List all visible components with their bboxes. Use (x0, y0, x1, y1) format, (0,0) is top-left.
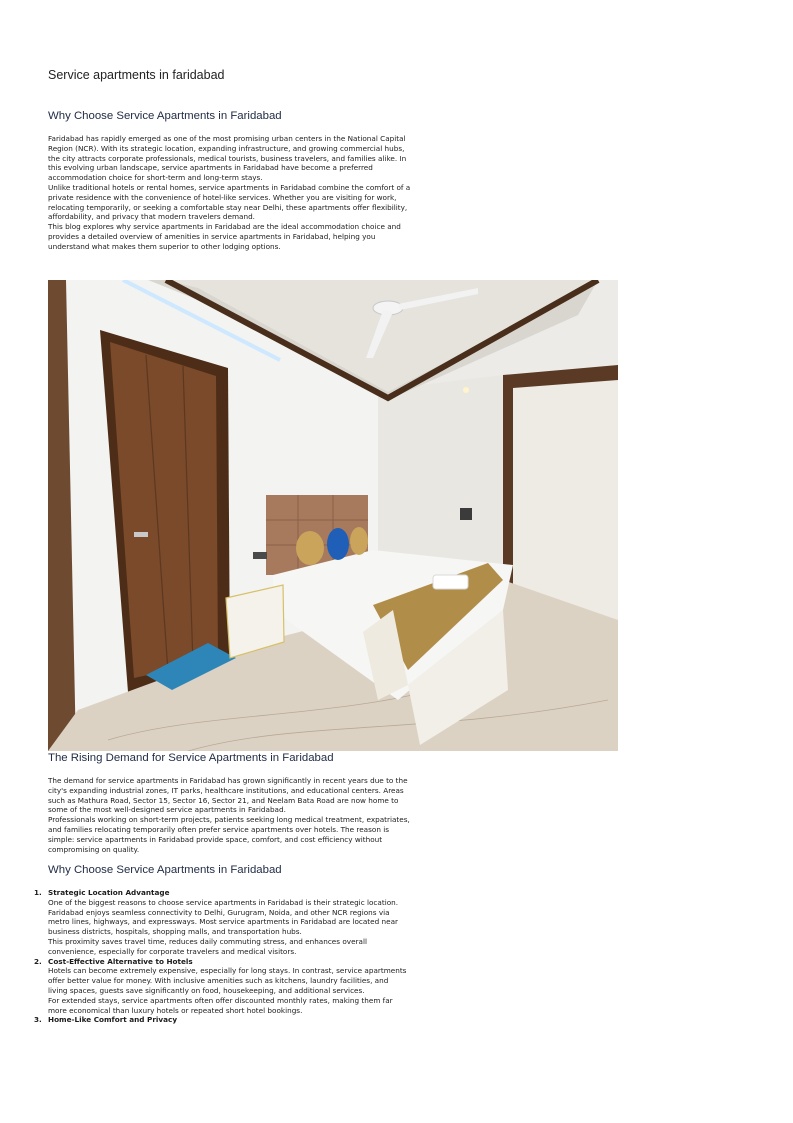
door-handle (134, 532, 148, 537)
intro-text (48, 134, 413, 252)
list-number: 1. (34, 888, 42, 897)
reasons-list (34, 888, 410, 1025)
paragraph: For extended stays, service apartments often offer discounted monthly rates, making them far more economical than luxury hotels or repeated short hotel bookings. (48, 995, 393, 1015)
paragraph: The demand for service apartments in Faridabad has grown significantly in recent years due to the city's expanding industrial zones, IT parks, healthcare institutions, and educational centers. Areas such as Mathura Road, Sector 15, Sector 16, Sector 21, and Neelam Bata Road are now home to some of the most well-designed service apartments in Faridabad. (48, 776, 408, 815)
list-item-title: Cost-Effective Alternative to Hotels (48, 956, 193, 966)
list-item (34, 956, 410, 1016)
list-number: 2. (34, 956, 42, 966)
document-title: Service apartments in faridabad (48, 68, 225, 82)
list-item (34, 1015, 410, 1025)
list-item (34, 888, 410, 957)
section-heading-why-choose-2: Why Choose Service Apartments in Faridabad (48, 864, 282, 876)
section-heading-rising-demand: The Rising Demand for Service Apartments in Faridabad (48, 752, 334, 764)
list-item-title: Home-Like Comfort and Privacy (48, 1015, 178, 1025)
pillow (296, 531, 324, 565)
wall-switch (460, 508, 472, 520)
paragraph: Professionals working on short-term projects, patients seeking long medical treatment, expatriates, and families relocating temporarily often prefer service apartments over hotels. The reason is simple: service apartments in Faridabad provide space, comfort, and cost efficiency without compromising on quality. (48, 815, 410, 854)
pillow (327, 528, 349, 560)
rising-demand-text (48, 776, 413, 854)
list-number: 3. (34, 1015, 42, 1025)
bedroom-photo (48, 280, 618, 751)
paragraph: Faridabad has rapidly emerged as one of the most promising urban centers in the National Capital Region (NCR). With its strategic location, expanding infrastructure, and growing commercial hubs, the city attracts corporate professionals, medical tourists, business travelers, and families alike. In this evolving urban landscape, service apartments in Faridabad have become a preferred accommodation choice for short-term and long-term stays. (48, 134, 407, 183)
paragraph: One of the biggest reasons to choose service apartments in Faridabad is their strategic location. Faridabad enjoys seamless connectivity to Delhi, Gurugram, Noida, and other NCR regions via metro lines, highways, and expressways. Most service apartments in Faridabad are located near business districts, hospitals, shopping malls, and transportation hubs. (48, 897, 399, 937)
towel (433, 575, 468, 589)
list-item-title: Strategic Location Advantage (48, 888, 170, 897)
page-cutoff (0, 1043, 793, 1123)
paragraph: Unlike traditional hotels or rental homes, service apartments in Faridabad combine the comfort of a private residence with the convenience of hotel-like services. Whether you are visiting for work, relocating temporarily, or seeking a comfortable stay near Delhi, these apartments offer flexibility, affordability, and privacy that modern travelers demand. (48, 182, 411, 222)
section-heading-why-choose: Why Choose Service Apartments in Faridabad (48, 110, 282, 122)
paragraph: This blog explores why service apartments in Faridabad are the ideal accommodation choice and provides a detailed overview of amenities in service apartments in Faridabad, helping you understand what makes them superior to other lodging options. (48, 222, 401, 251)
ceiling-light (463, 387, 469, 393)
paragraph: Hotels can become extremely expensive, especially for long stays. In contrast, service apartments offer better value for money. With inclusive amenities such as kitchens, laundry facilities, and living spaces, guests save significantly on food, housekeeping, and additional services. (48, 966, 407, 995)
paragraph: This proximity saves travel time, reduces daily commuting stress, and enhances overall convenience, especially for corporate travelers and medical visitors. (48, 936, 367, 956)
pillow (350, 527, 368, 555)
wall-switch (253, 552, 267, 559)
